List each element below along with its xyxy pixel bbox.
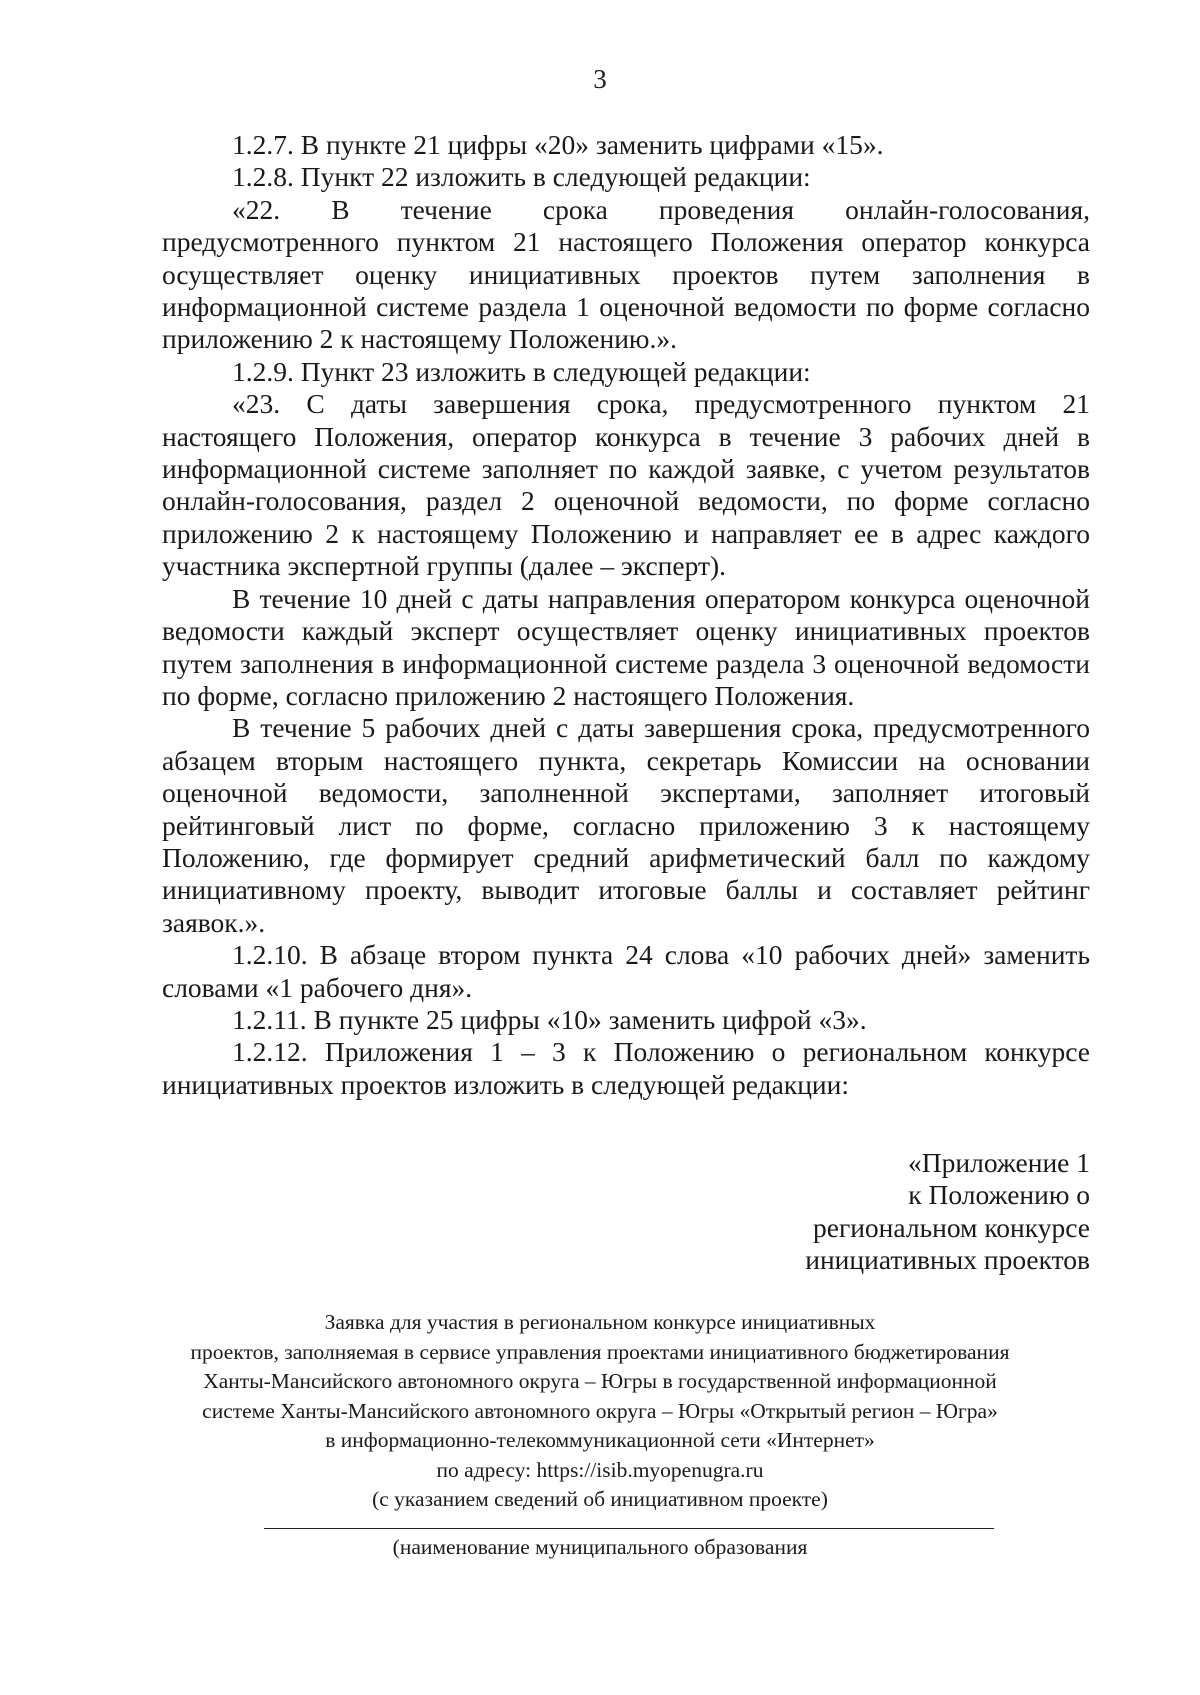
form-title-url-line: по адресу: https://isib.myopenugra.ru — [436, 1457, 764, 1482]
paragraph-1-2-11: 1.2.11. В пункте 25 цифры «10» заменить цифрой «3». — [232, 1003, 867, 1035]
amendments-text — [162, 129, 1090, 1101]
paragraph-1-2-7: 1.2.7. В пункте 21 цифры «20» заменить цифрами «15». — [232, 129, 884, 160]
form-title-line: системе Ханты-Мансийского автономного округа – Югры «Открытый регион – Югра» — [202, 1398, 998, 1423]
paragraph-1-2-8: 1.2.8. Пункт 22 изложить в следующей редакции: — [232, 161, 811, 193]
paragraph-1-2-9: 1.2.9. Пункт 23 изложить в следующей редакции: — [232, 355, 811, 387]
paragraph-1-2-12: 1.2.12. Приложения 1 – 3 к Положению о региональном конкурсе инициативных проектов изложить в следующей редакции: — [162, 1036, 1090, 1100]
paragraph-clause-23-part-3: В течение 5 рабочих дней с даты завершения срока, предусмотренного абзацем вторым настоящего пункта, секретарь Комиссии на основании оценочной ведомости, заполненной экспертами, заполняет итоговый рейтинговый лист по форме, согласно приложению 3 к настоящему Положению, где формирует средний арифметический балл по каждому инициативному проекту, выводит итоговые баллы и составляет рейтинг заявок.». — [162, 712, 1090, 938]
appendix-heading-line: региональном конкурсе — [812, 1211, 1090, 1243]
appendix-heading — [805, 1147, 1090, 1277]
form-title-line: Ханты-Мансийского автономного округа – Югры в государственной информационной — [203, 1369, 997, 1393]
paragraph-1-2-10: 1.2.10. В абзаце втором пункта 24 слова «10 рабочих дней» заменить словами «1 рабочего дня». — [162, 939, 1090, 1003]
paragraph-clause-22: «22. В течение срока проведения онлайн-голосования, предусмотренного пунктом 21 настоящего Положения оператор конкурса осуществляет оценку инициативных проектов путем заполнения в информационной системе раздела 1 оценочной ведомости по форме согласно приложению 2 к настоящему Положению.». — [162, 193, 1090, 355]
appendix-heading-line: инициативных проектов — [805, 1244, 1090, 1276]
paragraph-clause-23-part-2: В течение 10 дней с даты направления оператором конкурса оценочной ведомости каждый эксперт осуществляет оценку инициативных проектов путем заполнения в информационной системе раздела 3 оценочной ведомости по форме, согласно приложению 2 настоящего Положения. — [162, 582, 1090, 711]
form-title-line: Заявка для участия в региональном конкурсе инициативных — [324, 1310, 876, 1334]
appendix-heading-line: «Приложение 1 — [908, 1147, 1090, 1178]
paragraph-clause-23: «23. С даты завершения срока, предусмотренного пунктом 21 настоящего Положения, оператор конкурса в течение 3 рабочих дней в информационной системе заполняет по каждой заявке, с учетом результатов онлайн-голосования, раздел 2 оценочной ведомости, по форме согласно приложению 2 к настоящему Положению и направляет ее в адрес каждого участника экспертной группы (далее – эксперт). — [162, 388, 1090, 582]
form-title-line: проектов, заполняемая в сервисе управления проектами инициативного бюджетирования — [190, 1339, 1010, 1364]
form-title-line: (с указанием сведений об инициативном проекте) — [372, 1487, 828, 1511]
form-title-line: в информационно-телекоммуникационной сети «Интернет» — [325, 1428, 875, 1452]
appendix-heading-line: к Положению о — [908, 1179, 1090, 1211]
municipality-fill-line — [264, 1528, 994, 1529]
application-form-title — [120, 1308, 1080, 1515]
page-number: 3 — [593, 64, 607, 94]
municipality-caption: (наименование муниципального образования — [392, 1535, 808, 1559]
